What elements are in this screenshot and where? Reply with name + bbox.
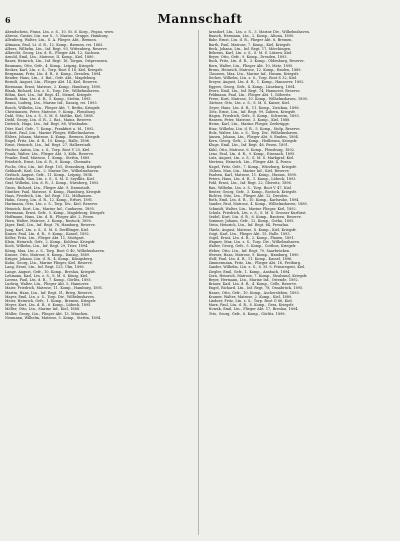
- roster-entry: König, Max, Ltn. z. S., Torp. Boot G 40, Wilhelmshaven.: [5, 248, 105, 253]
- roster-entry: Brandt, Max, Ltn. d. R., 5. Komp., Stettin, 1895.: [5, 97, 92, 102]
- roster-entry: Götz, Ernst, Ltn., Inf. Regt. 99, Zabern, Kriegsfr.: [208, 109, 296, 114]
- roster-entry: Müller, Georg, Ltn., Flieger Abt. 13, München.: [5, 311, 89, 316]
- roster-entry: Blank, Richard, Ltn. z. S., Torp. Div., Wilhelmshaven.: [5, 88, 100, 93]
- roster-entry: Frese, Kurt, Matrose, 10. Komp., Wilhelmshaven, 1890.: [208, 97, 309, 102]
- roster-entry: Bergmann, Fritz, Ltn. d. R., 6. Komp., Dresden, 1894.: [5, 72, 102, 77]
- roster-entry: Engel, Fritz, Ltn. d. R., 10. Komp., Halle, 1896.: [5, 139, 91, 144]
- roster-entry: Franke, Emil, Matrose, 1. Komp., Stettin, 1889.: [5, 156, 91, 161]
- roster-entry: Ehlers, Johann, Matrose, 4. Komp., Bremen, Kriegsfr.: [5, 135, 101, 140]
- roster-entry: Decker, Wilhelm, Ltn. z. S., Torp. Boot S 32, Kiel.: [208, 76, 298, 81]
- roster-entry: Graf, Wilhelm, Ltn. d. R., 3. Komp., Nürnberg, 1893.: [5, 181, 100, 186]
- roster-entry: Sommer, Johann, Gefr., 12. Komp., Gotha, 1895.: [208, 219, 295, 224]
- roster-entry: Rau, Wilhelm, Ltn. z. S., Torp. Boot V 47, Kiel.: [208, 185, 293, 190]
- roster-entry: Fischer, Anton, Ltn. z. S., Torp. Boot V 25, Kiel.: [5, 147, 91, 152]
- roster-entry: Diehl, Georg, Ltn. d. R., 2. Bat., Mainz, Reserve.: [5, 118, 93, 123]
- roster-entry: Voigt, Karl, Ltn., Flieger Abt. 15, Halle, 1893.: [208, 231, 291, 236]
- roster-entry: Fuchs, Otto, Ltn., Inf. Regt. 105, Strassburg, Kriegsfr.: [5, 164, 102, 169]
- roster-entry: Zorn, Heinrich, Matrose, 7. Komp., Stralsund, Kriegsfr.: [208, 273, 308, 278]
- roster-entry: Weber, Otto, Ltn., Inf. Regt. 70, Saarbrücken.: [208, 248, 291, 253]
- roster-entry: Arnold, Emil, Ltn., Matrose, II. Komp., Kiel, 1880.: [5, 55, 95, 60]
- roster-entry: Altmann, Paul, Lt. d. R., 12. Komp., Barmen, rei. 1863.: [5, 42, 104, 47]
- roster-entry: Horn, Walter, Matrose, 3. Komp., Rostock, 1890.: [5, 219, 92, 224]
- roster-entry: Gerlach, August, Gefr., 11. Komp., Leipzig, 1894.: [5, 172, 94, 177]
- roster-entry: Engel, Richard, Ltn., Inf. Regt. 78, Osnabrück, 1895.: [208, 286, 304, 291]
- roster-entry: Martin, Hans, Ltn., Inf. Regt. 51, Brieg, Reserve.: [5, 290, 93, 295]
- roster-columns: [5, 30, 395, 535]
- roster-entry: Braun, Ludwig, Ltn., Marine Inf., Danzig, rei. 1893.: [5, 101, 98, 106]
- roster-entry: Neumann, Wilhelm, Matrose, 5. Komp., Stettin, 1894.: [5, 315, 102, 320]
- roster-entry: Pohl, Ernst, Ltn., Inf. Regt. 22, Gleiwitz, 1896.: [208, 181, 292, 186]
- roster-entry: Berndt, August, Ltn., Flieger Abt. 14, Kiel, Reserve.: [5, 80, 99, 85]
- roster-entry: Schulz, Friedrich, Ltn. z. S., S. M. S. Grosser Kurfürst.: [208, 210, 307, 215]
- roster-entry: Vogel, Ernst, Ltn. d. R., 2. Komp., Plauen, 1891.: [208, 235, 295, 240]
- roster-entry: Busch, Wilhelm, Ltn., Flieger Abt. 7, Berlin, Kriegsfr.: [5, 105, 101, 110]
- roster-entry: Heinrich, Kurt, Ltn., Marine Inf., Cuxhaven, 1895.: [5, 206, 95, 211]
- roster-entry: Kühl, Otto, Matrose, 6. Komp., Flensburg, 1892.: [208, 147, 296, 152]
- roster-entry: Zander, Wilhelm, Ltn. z. S., S. M. S. Prinzregent, Kiel.: [208, 265, 306, 270]
- roster-entry: Marx, Paul, Ltn. d. R., 8. Komp., Gera, Kriegsfr.: [208, 303, 295, 308]
- roster-entry: Biermann, Ernst, Matrose, 2. Komp., Hamburg, 1890.: [5, 84, 102, 89]
- roster-entry: Schmidt, Walter, Ltn., Marine Flieger, Kiel, 1892.: [208, 206, 297, 211]
- roster-entry: Heine, Karl, Ltn., Marine Flieger, Zeebrügge.: [208, 122, 290, 127]
- roster-entry: Barth, Paul, Matrose, 7. Komp., Kiel, Kriegsfr.: [208, 42, 291, 47]
- roster-entry: Beyer, Hermann, Ltn., Marine Inf., Ostende, 1892.: [208, 277, 299, 282]
- roster-entry: Lehmann, Karl, Ltn. z. S., S. M. S. König, Kiel.: [5, 273, 89, 278]
- roster-entry: Kuhn, Georg, Ltn., Marine Flieger, Kiel, Reserve.: [5, 261, 93, 266]
- roster-entry: Ernst, Heinrich, Ltn., Inf. Regt. 27, Halberstadt.: [5, 143, 92, 148]
- roster-entry: Kaiser, Paul, Ltn. d. R., 9. Komp., Kassel, 1892.: [5, 231, 90, 236]
- roster-entry: Koch, Wilhelm, Ltn., Inf. Regt. 29, Trier, 1894.: [5, 244, 89, 249]
- roster-entry: Holz, Walter, Ltn. z. S., Torp. Div., Wilhelmshaven.: [208, 130, 299, 135]
- roster-entry: Ohlsen, Max, Ltn., Marine Inf., Kiel, Reserve.: [208, 168, 290, 173]
- roster-entry: Mayer, Emil, Ltn. z. S., Torp. Div., Wilhelmshaven.: [5, 294, 95, 299]
- roster-entry: Albrecht, Georg, Ltn. d. R., Flieger Abt. 12, Sachsen.: [5, 51, 101, 56]
- roster-entry: Lenz, Paul, Ltn. d. R., 9. Komp., Eisenach, 1895.: [208, 151, 296, 156]
- roster-entry: Lange, August, Gefr., 10. Komp., Breslau, Kriegsfr.: [5, 269, 96, 274]
- roster-entry: Brauer, Karl, Ltn. d. R., 4. Komp., Celle, Reserve.: [208, 282, 298, 287]
- roster-entry: Nagel, Fritz, Gefr., 7. Komp., Würzburg, Kriegsfr.: [208, 164, 297, 169]
- roster-entry: Werner, Hans, Matrose, 9. Komp., Hamburg, 1890.: [208, 252, 300, 257]
- roster-entry: Abendschein, Franz, Ltn. z. S., 10. St. d. Korp., Pegau, www.: [5, 30, 114, 34]
- roster-entry: Lorenz, Paul, Ltn. d. R., 7. Komp., Görlitz, 1893.: [5, 277, 92, 282]
- roster-entry: Wagner, Max, Ltn. z. S., Torp. Div., Wilhelmshaven.: [208, 240, 301, 245]
- roster-entry: Gottschalk, Max, Ltn. z. S., S. M. S. Seydlitz, Kiel.: [5, 177, 95, 182]
- roster-entry: Krause, Otto, Matrose, 8. Komp., Danzig, 1889.: [5, 252, 91, 257]
- roster-entry: Nowak, Emil, Ltn., Flieger Abt. 17, Breslau, 1894.: [208, 307, 299, 312]
- roster-entry: Jansen, Johann, Ltn., Flieger Abt. 8, Emden, 1894.: [208, 135, 299, 140]
- roster-entry: Hagen, Friedrich, Gefr., 8. Komp., Schwerin, 1893.: [208, 114, 300, 119]
- roster-entry: Lutz, August, Ltn. z. S., S. M. S. Markgraf, Kiel.: [208, 156, 295, 161]
- roster-column-left: [5, 30, 199, 535]
- roster-entry: Feldmann, Paul, Ltn., Flieger Abt. 1, Döberitz.: [208, 93, 292, 98]
- roster-entry: Otto, Georg, Gefr., 6. Komp., Görlitz, 1896.: [208, 311, 286, 316]
- roster-entry: Lindner, Fritz, Ltn. z. S., Torp. Boot G 86, Kiel.: [208, 299, 293, 303]
- roster-entry: Haase, Otto, Gefr., 10. Komp., Aschersleben, 1893.: [208, 290, 300, 295]
- roster-entry: Kern, Georg, Gefr., 2. Komp., Heilbronn, Kriegsfr.: [208, 139, 298, 144]
- roster-entry: Meyer, Kurt, Ltn. d. R., 6. Komp., Lübeck, 1895.: [5, 303, 92, 308]
- page-number: 6: [5, 15, 11, 25]
- roster-entry: Hoffmann, Hans, Ltn. d. R., Flieger Abt. 2, Posen.: [5, 214, 95, 219]
- roster-entry: Bock, Fritz, Ltn. d. R., 3. Komp., Oldenburg, Reserve.: [208, 59, 305, 64]
- roster-entry: Hinz, Wilhelm, Ltn. d. R., 5. Komp., Stolp, Reserve.: [208, 126, 301, 131]
- roster-entry: Albers, Wilhelm, Ltn., Inf. Regt. 93, Wittenberg, Reserve.: [5, 46, 108, 51]
- roster-entry: Bauer, Heinrich, Ltn., Inf. Regt. 16, Torgau, Ostpreussen.: [5, 59, 108, 64]
- roster-entry: Geyer, Hans, Ltn. d. R., 11. Komp., Zwickau, 1896.: [208, 105, 300, 110]
- roster-entry: Claussen, Max, Ltn., Marine Inf., Husum, Kriegsfr.: [208, 72, 300, 77]
- roster-entry: Eggers, Georg, Gefr., 4. Komp., Lüneburg, 1894.: [208, 84, 296, 89]
- roster-entry: Stein, Heinrich, Ltn., Inf. Regt. 64, Prenzlau.: [208, 223, 290, 228]
- roster-entry: Klein, Heinrich, Gefr., 2. Komp., Koblenz, Kriegsfr.: [5, 240, 96, 245]
- roster-entry: Dietrich, Hugo, Ltn., Inf. Regt. 88, Wiesbaden.: [5, 122, 89, 127]
- roster-entry: Wolf, Paul, Ltn. d. R., 11. Komp., Kassel, 1896.: [208, 256, 293, 261]
- roster-entry: Arnsdorf, Ltn., Ltn. z. S., 3. Marine Div., Wilhelmshaven.: [208, 30, 311, 34]
- roster-entry: Jung, Karl, Ltn. z. S., S. M. S. Derfflinger, Kiel.: [5, 227, 90, 232]
- roster-entry: Peters, Hans, Ltn. d. R., 1. Komp., Lübeck, 1893.: [208, 177, 297, 182]
- roster-entry: Thiele, August, Matrose, 8. Komp., Kiel, Kriegsfr.: [208, 227, 297, 232]
- roster-entry: Kluge, Emil, Ltn., Inf. Regt. 46, Posen, 1891.: [208, 143, 289, 148]
- roster-entry: Günther, Paul, Matrose, 6. Komp., Hamburg, Kriegsfr.: [5, 189, 102, 194]
- roster-entry: Hartmann, Otto, Ltn. z. S., Torp. Div., Kiel, Reserve.: [5, 202, 99, 207]
- roster-entry: Gärtner, Otto, Ltn. z. S., S. M. S. Kaiser, Kiel.: [208, 101, 291, 106]
- roster-entry: Möller, Otto, Ltn., Marine Inf., Kiel, 1888.: [5, 307, 81, 312]
- roster-entry: Bender, Hans, Ltn., 3. Bat., Gefr. Abt., Magdeburg.: [5, 76, 97, 81]
- roster-entry: Lang, Ernst, Ltn., Inf. Regt. 123, Ulm, 1896.: [5, 265, 85, 270]
- roster-entry: Eckert, Paul, Ltn., Marine Flieger, Wilhelmshaven.: [5, 130, 96, 135]
- roster-entry: Reuter, Georg, Gefr., 3. Komp., Rostock, Kriegsfr.: [208, 189, 297, 194]
- page-title: Mannschaft: [157, 12, 243, 26]
- roster-entry: Dahl, Otto, Ltn. z. S., S. M. S. Moltke, Kiel, 1888.: [5, 114, 94, 119]
- roster-entry: Evers, Emil, Ltn., Inf. Regt. 74, Hannover, Reserve.: [208, 88, 301, 93]
- roster-entry: Keller, Fritz, Ltn., Flieger Abt. 11, Stuttgart.: [5, 235, 85, 240]
- roster-column-right: [209, 30, 396, 535]
- roster-entry: Becker, Karl, Ltn. z. S., Torp. Boot S 18, Kiel, Kriegsfr.: [5, 67, 103, 72]
- roster-entry: Beyer, Otto, Gefr., 9. Komp., Dresden, 1893.: [208, 55, 288, 60]
- roster-entry: Gebhardt, Karl, Ltn., 2. Marine Div., Wilhelmshaven.: [5, 168, 100, 173]
- roster-entry: Krüger, Johann, Ltn. d. R., 4. Komp., Königsberg.: [5, 256, 94, 261]
- roster-entry: Born, Walter, Ltn., Flieger Abt. 10, Metz, 1895.: [208, 63, 294, 68]
- roster-entry: Baasch, Hermann, Ltn., 2. Komp., Altona, 1890.: [208, 34, 295, 39]
- roster-entry: Ludwig, Walter, Ltn., Flieger Abt. 5, Hannover.: [5, 282, 90, 287]
- roster-entry: Zimmermann, Fritz, Ltn., Flieger Abt. 16, Freiburg.: [208, 261, 302, 266]
- roster-entry: Hahn, Georg, Ltn. d. R., 12. Komp., Erfurt, 1891.: [5, 198, 94, 203]
- roster-entry: Behrens, Karl, Ltn. z. S., S. M. S. Lützow, Kiel.: [208, 51, 293, 56]
- roster-entry: Richter, Otto, Ltn., Flieger Abt. 12, Dresden.: [208, 193, 289, 198]
- roster-entry: Allenberg, Walter, Ltn., S. A. Flieger, Abt., Bremen.: [5, 38, 97, 43]
- roster-entry: Bruns, Heinrich, Matrose, 12. Komp., Emden, 1889.: [208, 67, 302, 72]
- roster-entry: Dörr, Karl, Gefr., 7. Komp., Frankfurt a. M., 1892.: [5, 126, 95, 131]
- roster-entry: Kramer, Walter, Matrose, 2. Komp., Kiel, 1889.: [208, 294, 293, 299]
- roster-entry: Seidel, Kurt, Ltn. d. R., 6. Komp., Bautzen, Reserve.: [208, 214, 302, 219]
- roster-entry: Bahr, Ernst, Ltn. d. R., Flieger Abt. 6, Bremen.: [208, 38, 293, 43]
- roster-entry: Sander, Paul, Matrose, 4. Komp., Wilhelmshaven, 1889.: [208, 202, 308, 207]
- roster-entry: Walter, Georg, Gefr., 5. Komp., Cottbus, Kriegsfr.: [208, 244, 297, 249]
- roster-entry: Roth, Emil, Ltn. d. R., 10. Komp., Karlsruhe, 1894.: [208, 198, 300, 203]
- roster-entry: Böhm, Kurt, Ltn., Inf. Regt. 41, Memel, Kriegsfr.: [5, 93, 92, 98]
- roster-entry: Mertens, Heinrich, Ltn., Flieger Abt. 4, Posen.: [208, 160, 292, 165]
- roster-entry: Hansen, Peter, Matrose, 3. Komp., Kiel, 1888.: [208, 118, 291, 123]
- roster-entry: Paulsen, Karl, Matrose, 11. Komp., Husum, 1890.: [208, 172, 298, 177]
- roster-entry: Herrmann, Ernst, Gefr., 5. Komp., Magdeburg, Kriegsfr.: [5, 210, 106, 215]
- roster-entry: Frank, Walter, Ltn., Flieger Abt. 3, Köln, Reserve.: [5, 151, 95, 156]
- roster-entry: Dreyer, August, Ltn. d. R., 1. Komp., Hannover, 1892.: [208, 80, 305, 85]
- roster-entry: Maier, Friedrich, Matrose, 11. Komp., Hamburg, 1891.: [5, 286, 104, 291]
- roster-entry: Ahrens, Gustav, Ltn. zur S., 3. Marine, Gruppe, Hamburg.: [5, 34, 109, 39]
- roster-entry: Jäger, Emil, Ltn., Inf. Regt. 76, Hamburg, Reserve.: [5, 223, 96, 228]
- roster-entry: Ziegler, Emil, Gefr., 1. Komp., Ansbach, 1894.: [208, 269, 291, 274]
- roster-entry: Friedrich, Ernst, Ltn. d. R., 8. Komp., Chemnitz.: [5, 160, 92, 165]
- roster-entry: Gross, Richard, Ltn., Flieger Abt. 9, Darmstadt.: [5, 185, 91, 190]
- roster-entry: Meier, Heinrich, Gefr., 1. Komp., Bremen, Kriegsfr.: [5, 299, 97, 303]
- roster-entry: Baumann, Otto, Gefr., 4. Komp., Leipzig, Kriegsfr.: [5, 63, 95, 68]
- roster-entry: Beck, Johann, Ltn., Inf. Regt. 17, Mörchingen.: [208, 46, 292, 51]
- roster-entry: Haas, Friedrich, Ltn., Inf. Regt. 112, Mülhausen.: [5, 193, 93, 198]
- roster-entry: Christiansen, Peter, Matrose, 9. Komp., Flensburg.: [5, 109, 96, 114]
